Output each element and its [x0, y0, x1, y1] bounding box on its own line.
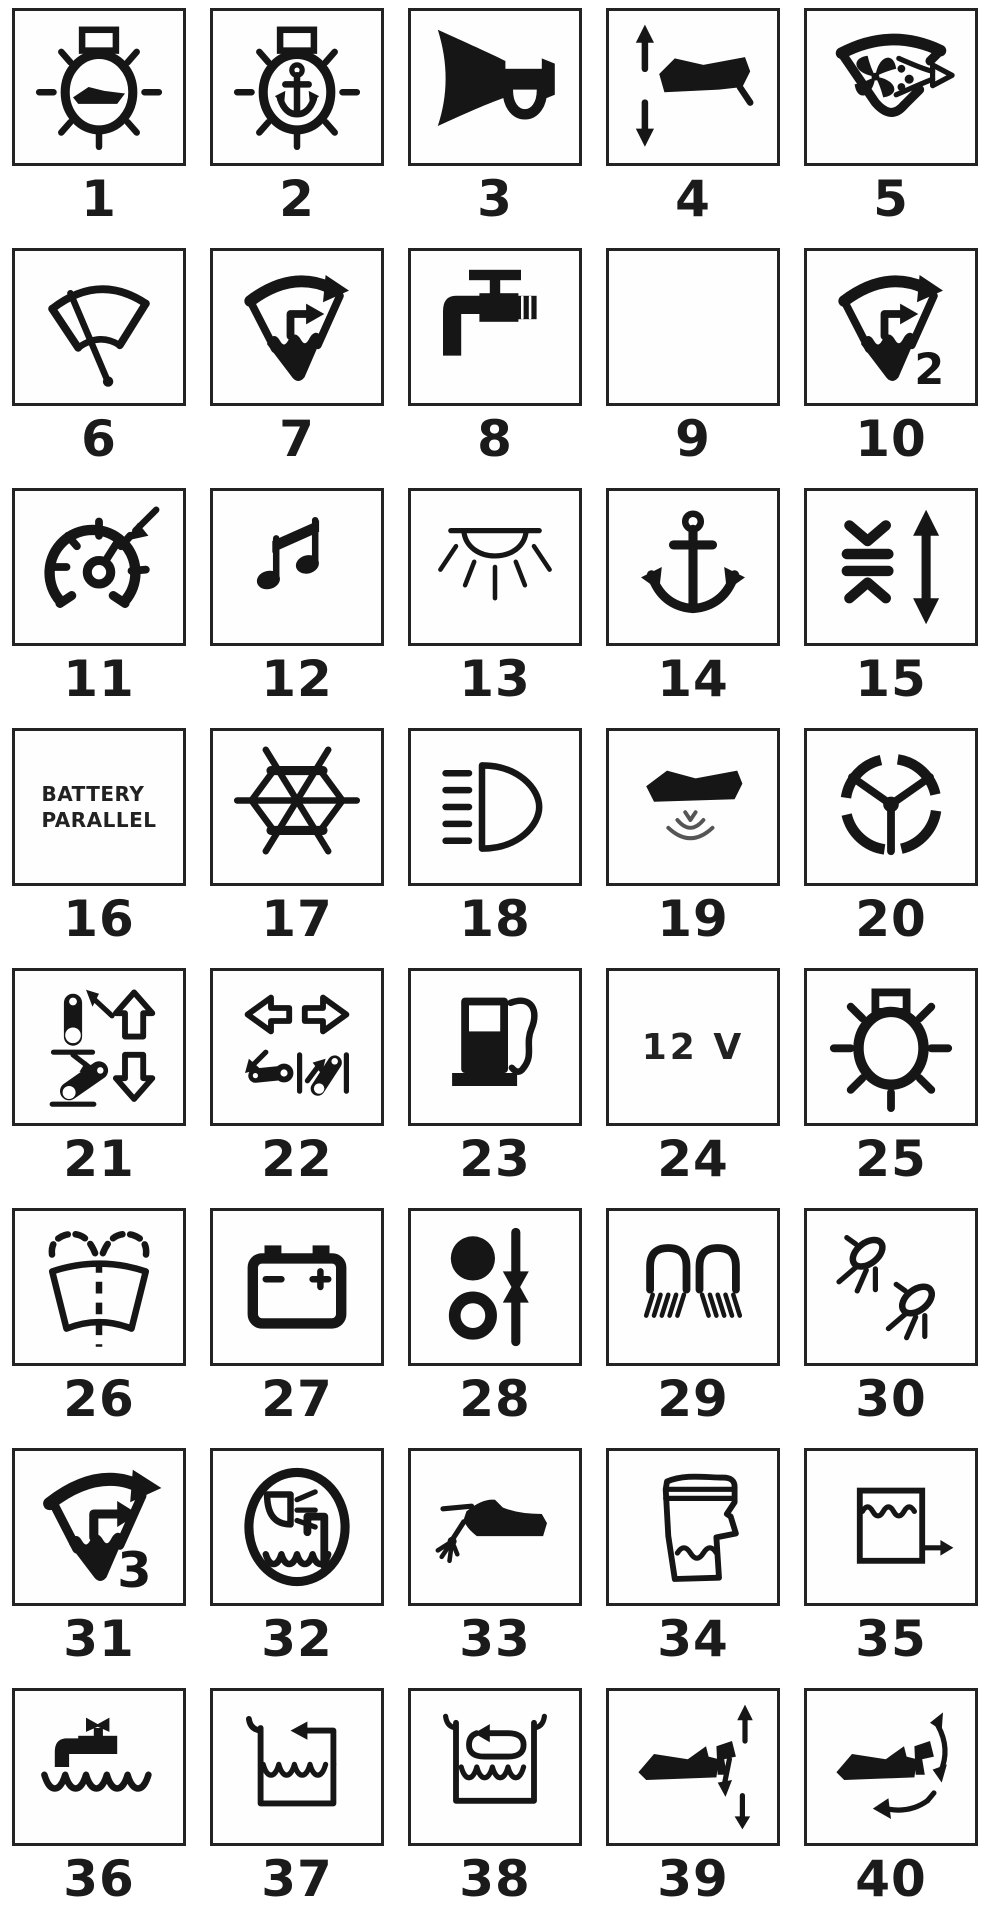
symbol-cell-3 — [396, 0, 594, 240]
symbol-cell-1 — [0, 0, 198, 240]
windshield-defrost-icon — [12, 1208, 186, 1366]
symbol-cell-9 — [594, 240, 792, 480]
symbol-cell-24 — [594, 960, 792, 1200]
symbol-cell-38 — [396, 1680, 594, 1920]
symbol-number: 30 — [855, 1370, 927, 1428]
symbol-cell-35 — [792, 1440, 990, 1680]
outboard-trim-tilt-icon — [606, 1688, 780, 1846]
symbol-number: 15 — [855, 650, 927, 708]
symbol-number: 28 — [459, 1370, 531, 1428]
symbol-number: 37 — [261, 1850, 333, 1908]
text-symbol-box — [12, 728, 186, 886]
windshield-washer-icon — [804, 248, 978, 406]
anchor-windlass-icon — [408, 1448, 582, 1606]
symbol-cell-10 — [792, 240, 990, 480]
symbol-cell-23 — [396, 960, 594, 1200]
symbol-number: 16 — [63, 890, 135, 948]
symbol-cell-37 — [198, 1680, 396, 1920]
symbol-number: 20 — [855, 890, 927, 948]
symbol-number: 33 — [459, 1610, 531, 1668]
depth-sounder-icon — [606, 728, 780, 886]
symbol-number: 14 — [657, 650, 729, 708]
symbol-number: 11 — [63, 650, 135, 708]
windshield-wiper-icon — [12, 248, 186, 406]
symbol-cell-18 — [396, 720, 594, 960]
symbol-cell-25 — [792, 960, 990, 1200]
symbol-number: 21 — [63, 1130, 135, 1188]
windshield-washer-icon — [12, 1448, 186, 1606]
docking-lights-icon — [606, 1208, 780, 1366]
symbol-number: 4 — [675, 170, 711, 228]
symbol-cell-2 — [198, 0, 396, 240]
symbol-number: 27 — [261, 1370, 333, 1428]
symbol-number: 38 — [459, 1850, 531, 1908]
symbol-number: 19 — [657, 890, 729, 948]
trim-tab-leftright-icon — [210, 968, 384, 1126]
anchor-light-icon — [210, 8, 384, 166]
symbol-number: 12 — [261, 650, 333, 708]
twelve-volt-label: 12 V — [641, 1026, 745, 1068]
blank-box — [606, 248, 780, 406]
symbol-number: 31 — [63, 1610, 135, 1668]
livewell-recirculate-icon — [408, 1688, 582, 1846]
symbol-cell-30 — [792, 1200, 990, 1440]
light-bulb-rays-icon — [804, 968, 978, 1126]
symbol-number: 24 — [657, 1130, 729, 1188]
bilge-blower-fan-icon — [804, 8, 978, 166]
symbol-number: 22 — [261, 1130, 333, 1188]
symbol-cell-22 — [198, 960, 396, 1200]
symbol-number: 26 — [63, 1370, 135, 1428]
symbol-cell-4 — [594, 0, 792, 240]
symbol-number: 29 — [657, 1370, 729, 1428]
music-notes-icon — [210, 488, 384, 646]
symbol-cell-15 — [792, 480, 990, 720]
symbol-number: 35 — [855, 1610, 927, 1668]
symbol-number: 6 — [81, 410, 117, 468]
trim-tab-updown-icon — [12, 968, 186, 1126]
water-tap-icon — [408, 248, 582, 406]
symbol-number: 13 — [459, 650, 531, 708]
navigation-lights-boat-icon — [12, 8, 186, 166]
symbol-cell-39 — [594, 1680, 792, 1920]
svg-text:3: 3 — [117, 1540, 152, 1592]
symbol-cell-32 — [198, 1440, 396, 1680]
symbol-cell-27 — [198, 1200, 396, 1440]
spreader-lights-icon — [804, 1208, 978, 1366]
symbol-number: 40 — [855, 1850, 927, 1908]
ball-up-down-icon — [408, 1208, 582, 1366]
symbol-cell-34 — [594, 1440, 792, 1680]
svg-text:2: 2 — [914, 345, 945, 392]
symbol-cell-13 — [396, 480, 594, 720]
symbol-number: 23 — [459, 1130, 531, 1188]
outboard-tilt-trailer-icon — [804, 1688, 978, 1846]
symbol-number: 2 — [279, 170, 315, 228]
gauge-arrow-icon — [12, 488, 186, 646]
symbol-number: 9 — [675, 410, 711, 468]
symbol-number: 18 — [459, 890, 531, 948]
fuel-pump-icon — [408, 968, 582, 1126]
symbol-cell-6 — [0, 240, 198, 480]
snowflake-icon — [210, 728, 384, 886]
anchor-icon — [606, 488, 780, 646]
symbol-number: 36 — [63, 1850, 135, 1908]
symbol-cell-17 — [198, 720, 396, 960]
symbol-cell-28 — [396, 1200, 594, 1440]
symbol-number: 3 — [477, 170, 513, 228]
text-symbol-box — [606, 968, 780, 1126]
symbol-cell-16 — [0, 720, 198, 960]
symbol-number: 25 — [855, 1130, 927, 1188]
washdown-pump-icon — [210, 1448, 384, 1606]
symbol-cell-12 — [198, 480, 396, 720]
symbol-cell-29 — [594, 1200, 792, 1440]
symbol-cell-11 — [0, 480, 198, 720]
symbol-number: 34 — [657, 1610, 729, 1668]
symbol-cell-7 — [198, 240, 396, 480]
windshield-washer-icon — [210, 248, 384, 406]
symbol-cell-8 — [396, 240, 594, 480]
symbol-cell-5 — [792, 0, 990, 240]
symbol-cell-33 — [396, 1440, 594, 1680]
symbol-number: 10 — [855, 410, 927, 468]
symbol-cell-26 — [0, 1200, 198, 1440]
symbol-cell-31 — [0, 1440, 198, 1680]
symbol-cell-14 — [594, 480, 792, 720]
symbol-cell-20 — [792, 720, 990, 960]
tank-drain-icon — [804, 1448, 978, 1606]
symbol-number: 39 — [657, 1850, 729, 1908]
jack-plate-updown-icon — [804, 488, 978, 646]
symbol-number: 1 — [81, 170, 117, 228]
symbol-cell-36 — [0, 1680, 198, 1920]
symbol-number: 17 — [261, 890, 333, 948]
symbol-cell-19 — [594, 720, 792, 960]
symbol-cell-21 — [0, 960, 198, 1200]
boat-trim-updown-icon — [606, 8, 780, 166]
horn-icon — [408, 8, 582, 166]
symbol-cell-40 — [792, 1680, 990, 1920]
battery-icon — [210, 1208, 384, 1366]
dome-light-icon — [408, 488, 582, 646]
headlight-beam-icon — [408, 728, 582, 886]
symbol-number: 8 — [477, 410, 513, 468]
raw-water-tap-waves-icon — [12, 1688, 186, 1846]
symbol-number: 5 — [873, 170, 909, 228]
symbol-number: 7 — [279, 410, 315, 468]
battery-parallel-label: BATTERY PARALLEL — [41, 781, 157, 832]
marine-toilet-icon — [606, 1448, 780, 1606]
symbol-number: 32 — [261, 1610, 333, 1668]
livewell-fill-icon — [210, 1688, 384, 1846]
steering-wheel-icon — [804, 728, 978, 886]
